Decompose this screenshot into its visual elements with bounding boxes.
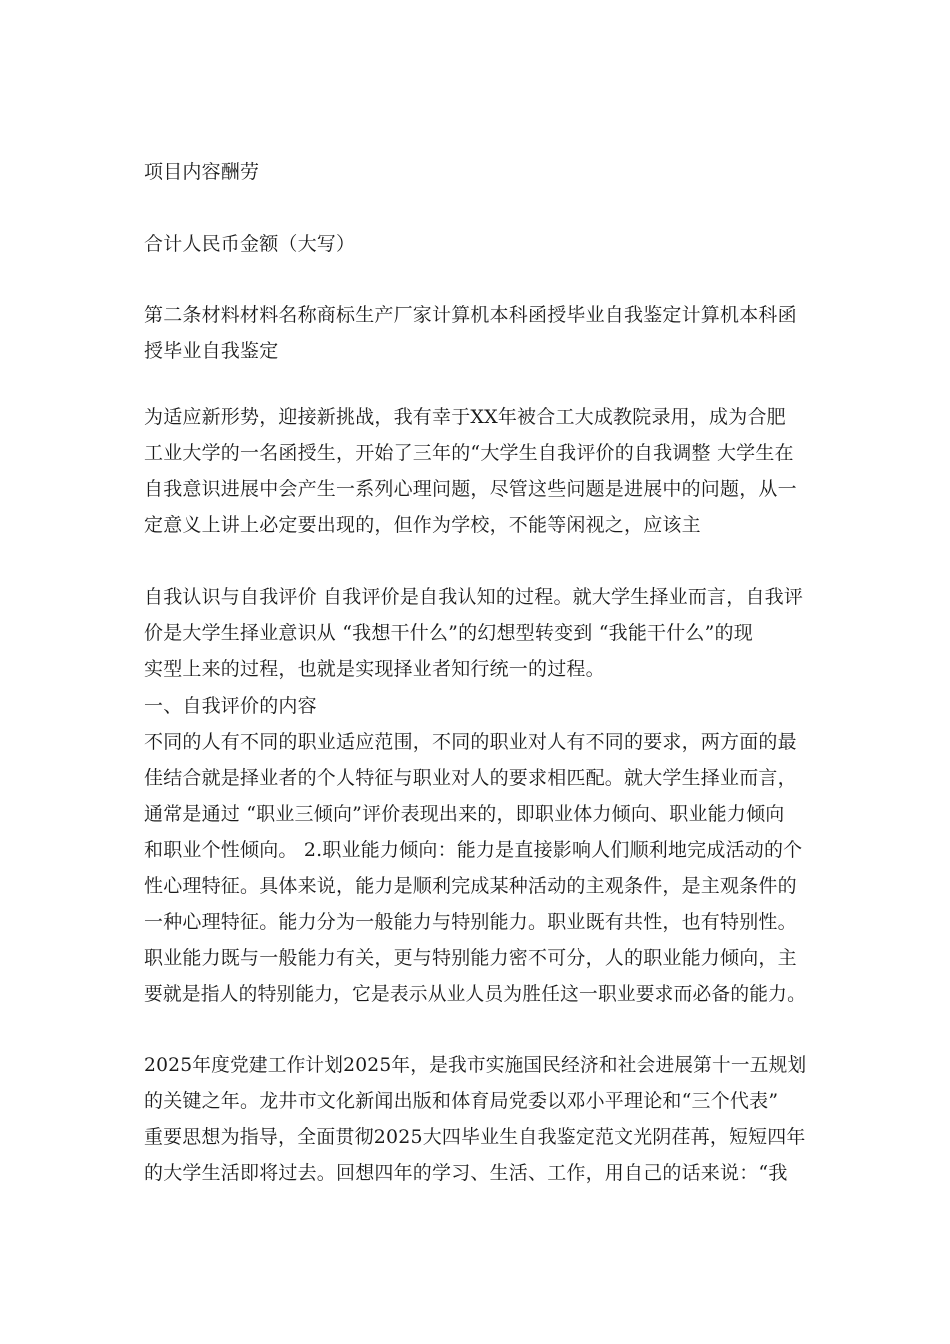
paragraph-line: 通常是通过 “职业三倾向”评价表现出来的，即职业体力倾向、职业能力倾向 bbox=[144, 803, 785, 825]
paragraph-line: 要就是指人的特别能力，它是表示从业人员为胜任这一职业要求而必备的能力。 bbox=[144, 983, 807, 1005]
paragraph-line: 性心理特征。具体来说，能力是顺利完成某种活动的主观条件，是主观条件的 bbox=[144, 875, 797, 897]
article-title-line: 授毕业自我鉴定 bbox=[144, 340, 279, 362]
paragraph-line: 的大学生活即将过去。回想四年的学习、生活、工作，用自己的话来说：“我 bbox=[144, 1162, 788, 1184]
paragraph-line: 自我意识进展中会产生一系列心理问题，尽管这些问题是进展中的问题，从一 bbox=[144, 478, 797, 500]
article-title-line: 第二条材料材料名称商标生产厂家计算机本科函授毕业自我鉴定计算机本科函 bbox=[144, 304, 797, 326]
paragraph-line: 和职业个性倾向。 2.职业能力倾向：能力是直接影响人们顺利地完成活动的个 bbox=[144, 839, 803, 861]
paragraph-line: 佳结合就是择业者的个人特征与职业对人的要求相匹配。就大学生择业而言， bbox=[144, 767, 797, 789]
paragraph-line: 不同的人有不同的职业适应范围，不同的职业对人有不同的要求，两方面的最 bbox=[144, 731, 797, 753]
paragraph-line: 为适应新形势，迎接新挑战，我有幸于XX年被合工大成教院录用，成为合肥 bbox=[144, 406, 786, 428]
paragraph-line: 重要思想为指导，全面贯彻2025大四毕业生自我鉴定范文光阴荏苒，短短四年 bbox=[144, 1126, 806, 1148]
paragraph-line: 自我认识与自我评价 自我评价是自我认知的过程。就大学生择业而言，自我评 bbox=[144, 586, 804, 608]
heading-project-content: 项目内容酬劳 bbox=[144, 161, 260, 183]
paragraph-line: 一种心理特征。能力分为一般能力与特别能力。职业既有共性，也有特别性。 bbox=[144, 911, 797, 933]
paragraph-line: 2025年度党建工作计划2025年，是我市实施国民经济和社会进展第十一五规划 bbox=[144, 1054, 807, 1076]
paragraph-line: 职业能力既与一般能力有关，更与特别能力密不可分，人的职业能力倾向，主 bbox=[144, 947, 797, 969]
heading-total-amount: 合计人民币金额（大写） bbox=[144, 233, 356, 255]
paragraph-line: 价是大学生择业意识从 “我想干什么”的幻想型转变到 “我能干什么”的现 bbox=[144, 622, 753, 644]
paragraph-line: 的关键之年。龙井市文化新闻出版和体育局党委以邓小平理论和“三个代表” bbox=[144, 1090, 779, 1112]
paragraph-line: 实型上来的过程，也就是实现择业者知行统一的过程。 bbox=[144, 658, 605, 680]
paragraph-line: 定意义上讲上必定要出现的，但作为学校，不能等闲视之，应该主 bbox=[144, 514, 701, 536]
paragraph-line: 工业大学的一名函授生，开始了三年的“大学生自我评价的自我调整 大学生在 bbox=[144, 442, 794, 464]
section-heading: 一、自我评价的内容 bbox=[144, 695, 317, 717]
